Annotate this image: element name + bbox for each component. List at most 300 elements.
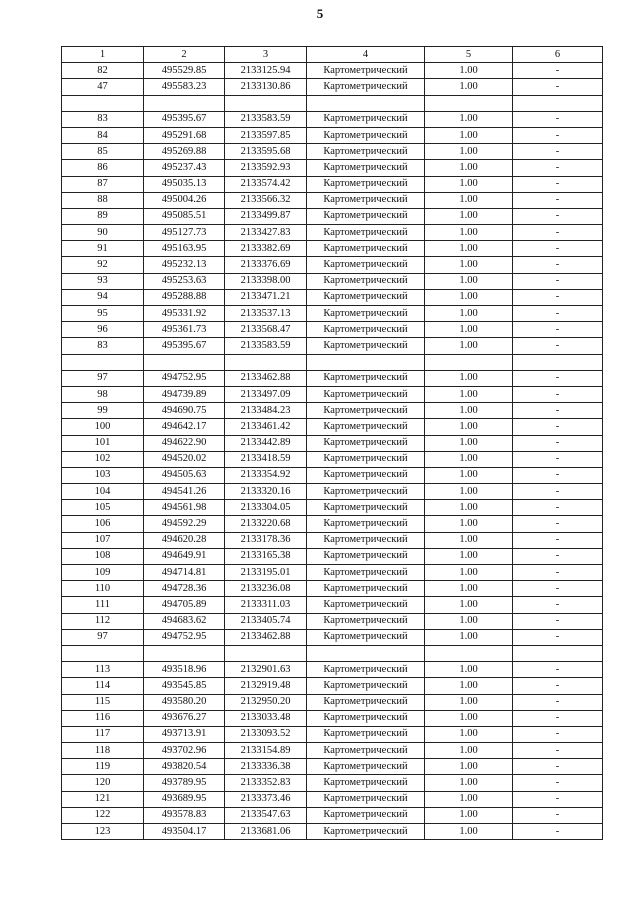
table-cell: -: [513, 775, 603, 791]
table-cell: Картометрический: [307, 241, 425, 257]
table-cell: 2133405.74: [225, 613, 307, 629]
table-cell: 1.00: [425, 613, 513, 629]
table-cell: Картометрический: [307, 710, 425, 726]
table-row: [62, 451, 603, 467]
table-cell: 495288.88: [144, 289, 225, 305]
table-cell: Картометрический: [307, 516, 425, 532]
table-cell: Картометрический: [307, 807, 425, 823]
table-cell: [307, 354, 425, 370]
table-cell: 1.00: [425, 467, 513, 483]
table-row: [62, 241, 603, 257]
table-cell: 1.00: [425, 419, 513, 435]
table-cell: 493689.95: [144, 791, 225, 807]
table-cell: [513, 95, 603, 111]
table-cell: 1.00: [425, 726, 513, 742]
table-cell: [62, 354, 144, 370]
table-cell: -: [513, 451, 603, 467]
table-row: [62, 63, 603, 79]
table-row: [62, 435, 603, 451]
table-cell: Картометрический: [307, 63, 425, 79]
table-cell: [225, 645, 307, 661]
table-cell: 2133336.38: [225, 759, 307, 775]
table-cell: 2133418.59: [225, 451, 307, 467]
table-cell: [425, 354, 513, 370]
table-cell: 1.00: [425, 710, 513, 726]
table-cell: -: [513, 370, 603, 386]
table-cell: 1.00: [425, 565, 513, 581]
table-cell: -: [513, 824, 603, 840]
table-cell: 494752.95: [144, 629, 225, 645]
table-header-row: [62, 47, 603, 63]
table-row: [62, 403, 603, 419]
table-cell: Картометрический: [307, 322, 425, 338]
table-cell: 2133093.52: [225, 726, 307, 742]
table-cell: 111: [62, 597, 144, 613]
header-cell: 2: [144, 47, 225, 63]
table-cell: 87: [62, 176, 144, 192]
table-cell: 1.00: [425, 63, 513, 79]
table-cell: 495004.26: [144, 192, 225, 208]
table-cell: 2133125.94: [225, 63, 307, 79]
table-cell: 94: [62, 289, 144, 305]
table-cell: Картометрический: [307, 791, 425, 807]
table-row: [62, 370, 603, 386]
table-row: [62, 273, 603, 289]
table-cell: [62, 645, 144, 661]
table-cell: -: [513, 338, 603, 354]
page-number: 5: [316, 6, 324, 21]
table-cell: -: [513, 662, 603, 678]
table-cell: Картометрический: [307, 419, 425, 435]
table-cell: 2132919.48: [225, 678, 307, 694]
table-cell: Картометрический: [307, 548, 425, 564]
table-cell: 494505.63: [144, 467, 225, 483]
table-cell: -: [513, 419, 603, 435]
table-cell: -: [513, 192, 603, 208]
table-cell: 97: [62, 370, 144, 386]
table-row: [62, 581, 603, 597]
table-row: [62, 824, 603, 840]
table-row: [62, 775, 603, 791]
table-cell: Картометрический: [307, 824, 425, 840]
table-cell: Картометрический: [307, 484, 425, 500]
table-cell: [225, 354, 307, 370]
table-cell: 105: [62, 500, 144, 516]
table-cell: 104: [62, 484, 144, 500]
header-cell: 5: [425, 47, 513, 63]
table-cell: 2133354.92: [225, 467, 307, 483]
table-cell: Картометрический: [307, 160, 425, 176]
table-cell: 1.00: [425, 144, 513, 160]
table-cell: 89: [62, 208, 144, 224]
table-cell: 495127.73: [144, 225, 225, 241]
table-cell: 1.00: [425, 597, 513, 613]
table-cell: 494620.28: [144, 532, 225, 548]
table-cell: Картометрический: [307, 273, 425, 289]
table-cell: 98: [62, 386, 144, 402]
table-cell: 1.00: [425, 807, 513, 823]
table-row: [62, 726, 603, 742]
table-cell: -: [513, 144, 603, 160]
table-cell: Картометрический: [307, 565, 425, 581]
table-cell: 495395.67: [144, 338, 225, 354]
table-row: [62, 565, 603, 581]
table-cell: 1.00: [425, 743, 513, 759]
header-cell: 4: [307, 47, 425, 63]
table-cell: -: [513, 710, 603, 726]
table-cell: 1.00: [425, 338, 513, 354]
table-row: [62, 516, 603, 532]
table-cell: 120: [62, 775, 144, 791]
table-cell: 121: [62, 791, 144, 807]
table-cell: 493820.54: [144, 759, 225, 775]
table-cell: -: [513, 241, 603, 257]
table-cell: 1.00: [425, 484, 513, 500]
table-cell: 493789.95: [144, 775, 225, 791]
table-cell: -: [513, 613, 603, 629]
table-cell: 493702.96: [144, 743, 225, 759]
table-cell: 2133568.47: [225, 322, 307, 338]
table-cell: 1.00: [425, 516, 513, 532]
table-row: [62, 548, 603, 564]
table-cell: 2133499.87: [225, 208, 307, 224]
table-cell: 102: [62, 451, 144, 467]
table-cell: Картометрический: [307, 694, 425, 710]
table-cell: -: [513, 289, 603, 305]
table-cell: -: [513, 435, 603, 451]
table-cell: 495395.67: [144, 111, 225, 127]
table-cell: 118: [62, 743, 144, 759]
table-cell: 2133566.32: [225, 192, 307, 208]
table-cell: 117: [62, 726, 144, 742]
table-cell: -: [513, 467, 603, 483]
table-cell: 1.00: [425, 306, 513, 322]
table-cell: 1.00: [425, 662, 513, 678]
table-cell: -: [513, 176, 603, 192]
table-cell: 2133130.86: [225, 79, 307, 95]
table-row: [62, 95, 603, 111]
table-cell: 2133320.16: [225, 484, 307, 500]
table-cell: 2133462.88: [225, 629, 307, 645]
table-cell: 95: [62, 306, 144, 322]
table-cell: 2132950.20: [225, 694, 307, 710]
table-row: [62, 678, 603, 694]
table-cell: 103: [62, 467, 144, 483]
table-cell: 96: [62, 322, 144, 338]
table-cell: 495361.73: [144, 322, 225, 338]
table-cell: 1.00: [425, 386, 513, 402]
table-cell: [144, 354, 225, 370]
table-cell: 114: [62, 678, 144, 694]
table-cell: 110: [62, 581, 144, 597]
header-cell: 1: [62, 47, 144, 63]
table-row: [62, 532, 603, 548]
table-row: [62, 257, 603, 273]
table-cell: 2133382.69: [225, 241, 307, 257]
table-cell: 107: [62, 532, 144, 548]
table-cell: -: [513, 322, 603, 338]
table-cell: Картометрический: [307, 111, 425, 127]
table-cell: Картометрический: [307, 678, 425, 694]
table-cell: 2133597.85: [225, 127, 307, 143]
table-cell: 2133583.59: [225, 111, 307, 127]
table-cell: Картометрический: [307, 208, 425, 224]
table-cell: 2133398.00: [225, 273, 307, 289]
table-cell: 495163.95: [144, 241, 225, 257]
table-cell: 494705.89: [144, 597, 225, 613]
table-cell: 1.00: [425, 322, 513, 338]
table-cell: 2133304.05: [225, 500, 307, 516]
table-cell: -: [513, 160, 603, 176]
table-cell: Картометрический: [307, 176, 425, 192]
table-cell: -: [513, 63, 603, 79]
table-cell: 494622.90: [144, 435, 225, 451]
table-cell: [225, 95, 307, 111]
table-cell: Картометрический: [307, 306, 425, 322]
table-cell: 108: [62, 548, 144, 564]
table-cell: 494714.81: [144, 565, 225, 581]
table-cell: [513, 354, 603, 370]
table-cell: -: [513, 516, 603, 532]
table-cell: 82: [62, 63, 144, 79]
table-cell: 493676.27: [144, 710, 225, 726]
header-cell: 3: [225, 47, 307, 63]
header-cell: 6: [513, 47, 603, 63]
table-row: [62, 306, 603, 322]
table-cell: 112: [62, 613, 144, 629]
table-cell: 109: [62, 565, 144, 581]
table-cell: 1.00: [425, 678, 513, 694]
table-cell: 1.00: [425, 160, 513, 176]
table-cell: 494541.26: [144, 484, 225, 500]
table-cell: 2133236.08: [225, 581, 307, 597]
table-cell: 90: [62, 225, 144, 241]
table-cell: 495583.23: [144, 79, 225, 95]
table-cell: 1.00: [425, 791, 513, 807]
table-cell: Картометрический: [307, 775, 425, 791]
table-cell: 1.00: [425, 192, 513, 208]
table-cell: -: [513, 386, 603, 402]
table-cell: Картометрический: [307, 743, 425, 759]
table-cell: -: [513, 548, 603, 564]
table-cell: Картометрический: [307, 597, 425, 613]
table-cell: Картометрический: [307, 192, 425, 208]
coordinates-table: [61, 46, 603, 840]
table-cell: Картометрический: [307, 613, 425, 629]
table-cell: 1.00: [425, 775, 513, 791]
table-cell: [513, 645, 603, 661]
table-cell: -: [513, 306, 603, 322]
table-cell: 2133461.42: [225, 419, 307, 435]
table-cell: 494642.17: [144, 419, 225, 435]
table-cell: 2133178.36: [225, 532, 307, 548]
table-row: [62, 467, 603, 483]
table-cell: 106: [62, 516, 144, 532]
table-cell: 101: [62, 435, 144, 451]
table-row: [62, 322, 603, 338]
table-cell: -: [513, 273, 603, 289]
table-cell: -: [513, 111, 603, 127]
table-cell: 1.00: [425, 257, 513, 273]
table-cell: Картометрический: [307, 467, 425, 483]
table-cell: 1.00: [425, 532, 513, 548]
table-cell: Картометрический: [307, 127, 425, 143]
table-cell: Картометрический: [307, 581, 425, 597]
table-cell: 495253.63: [144, 273, 225, 289]
table-cell: 2133442.89: [225, 435, 307, 451]
table-cell: -: [513, 629, 603, 645]
table-cell: 83: [62, 111, 144, 127]
table-cell: 495232.13: [144, 257, 225, 273]
table-cell: 1.00: [425, 451, 513, 467]
table-row: [62, 289, 603, 305]
table-cell: Картометрический: [307, 532, 425, 548]
table-cell: -: [513, 208, 603, 224]
table-cell: 1.00: [425, 694, 513, 710]
table-cell: 2133595.68: [225, 144, 307, 160]
table-cell: 1.00: [425, 759, 513, 775]
table-cell: 1.00: [425, 225, 513, 241]
table-cell: 2133497.09: [225, 386, 307, 402]
table-cell: 2133033.48: [225, 710, 307, 726]
table-row: [62, 629, 603, 645]
table-cell: 1.00: [425, 629, 513, 645]
table-cell: Картометрический: [307, 225, 425, 241]
table-cell: 2133220.68: [225, 516, 307, 532]
table-cell: 2133547.63: [225, 807, 307, 823]
table-cell: -: [513, 807, 603, 823]
table-row: [62, 662, 603, 678]
table-cell: 2133165.38: [225, 548, 307, 564]
table-cell: 494690.75: [144, 403, 225, 419]
table-cell: 1.00: [425, 273, 513, 289]
table-cell: -: [513, 581, 603, 597]
table-cell: 1.00: [425, 176, 513, 192]
table-cell: Картометрический: [307, 759, 425, 775]
table-cell: -: [513, 743, 603, 759]
table-row: [62, 500, 603, 516]
table-cell: 494739.89: [144, 386, 225, 402]
table-cell: -: [513, 532, 603, 548]
table-cell: 493545.85: [144, 678, 225, 694]
table-cell: 47: [62, 79, 144, 95]
table-cell: Картометрический: [307, 435, 425, 451]
table-cell: 1.00: [425, 370, 513, 386]
table-row: [62, 791, 603, 807]
table-cell: -: [513, 759, 603, 775]
table-cell: -: [513, 678, 603, 694]
table-cell: Картометрический: [307, 257, 425, 273]
table-cell: 2133583.59: [225, 338, 307, 354]
table-cell: 1.00: [425, 241, 513, 257]
table-cell: 123: [62, 824, 144, 840]
table-cell: [425, 645, 513, 661]
table-cell: -: [513, 403, 603, 419]
table-row: [62, 127, 603, 143]
table-cell: 122: [62, 807, 144, 823]
table-cell: 2133376.69: [225, 257, 307, 273]
table-cell: 97: [62, 629, 144, 645]
table-cell: -: [513, 79, 603, 95]
table-cell: 1.00: [425, 111, 513, 127]
table-cell: 1.00: [425, 548, 513, 564]
table-row: [62, 710, 603, 726]
table-cell: 494752.95: [144, 370, 225, 386]
table-cell: 2133311.03: [225, 597, 307, 613]
table-cell: -: [513, 127, 603, 143]
table-cell: 2133471.21: [225, 289, 307, 305]
table-row: [62, 79, 603, 95]
table-cell: 88: [62, 192, 144, 208]
table-cell: 83: [62, 338, 144, 354]
table-cell: Картометрический: [307, 500, 425, 516]
table-cell: 494728.36: [144, 581, 225, 597]
table-cell: 1.00: [425, 581, 513, 597]
table-row: [62, 208, 603, 224]
table-cell: 2133427.83: [225, 225, 307, 241]
table-cell: Картометрический: [307, 289, 425, 305]
table-row: [62, 645, 603, 661]
table-cell: 100: [62, 419, 144, 435]
table-cell: 495085.51: [144, 208, 225, 224]
table-cell: 494649.91: [144, 548, 225, 564]
table-cell: Картометрический: [307, 403, 425, 419]
table-cell: 2133352.83: [225, 775, 307, 791]
table-cell: 1.00: [425, 435, 513, 451]
table-cell: -: [513, 791, 603, 807]
table-cell: 495331.92: [144, 306, 225, 322]
table-cell: 84: [62, 127, 144, 143]
table-cell: [307, 95, 425, 111]
table-cell: Картометрический: [307, 451, 425, 467]
table-cell: -: [513, 484, 603, 500]
table-cell: 495269.88: [144, 144, 225, 160]
table-body: [62, 63, 603, 840]
table-cell: 2133154.89: [225, 743, 307, 759]
table-cell: 493713.91: [144, 726, 225, 742]
table-cell: 2133681.06: [225, 824, 307, 840]
table-cell: [144, 645, 225, 661]
table-cell: 493504.17: [144, 824, 225, 840]
table-cell: [62, 95, 144, 111]
table-cell: 2133462.88: [225, 370, 307, 386]
table-cell: 495529.85: [144, 63, 225, 79]
table-row: [62, 354, 603, 370]
table-cell: 1.00: [425, 824, 513, 840]
table-cell: 92: [62, 257, 144, 273]
table-row: [62, 759, 603, 775]
table-cell: 119: [62, 759, 144, 775]
table-cell: 113: [62, 662, 144, 678]
table-cell: -: [513, 694, 603, 710]
table-cell: 495291.68: [144, 127, 225, 143]
table-cell: -: [513, 597, 603, 613]
table-row: [62, 338, 603, 354]
table-cell: 2133592.93: [225, 160, 307, 176]
table-cell: 2133373.46: [225, 791, 307, 807]
table-cell: 91: [62, 241, 144, 257]
table-row: [62, 484, 603, 500]
table-cell: 99: [62, 403, 144, 419]
table-cell: Картометрический: [307, 79, 425, 95]
table-row: [62, 694, 603, 710]
table-row: [62, 419, 603, 435]
table-row: [62, 176, 603, 192]
table-cell: 494561.98: [144, 500, 225, 516]
table-cell: 494520.02: [144, 451, 225, 467]
table-cell: 495237.43: [144, 160, 225, 176]
table-cell: 2133574.42: [225, 176, 307, 192]
